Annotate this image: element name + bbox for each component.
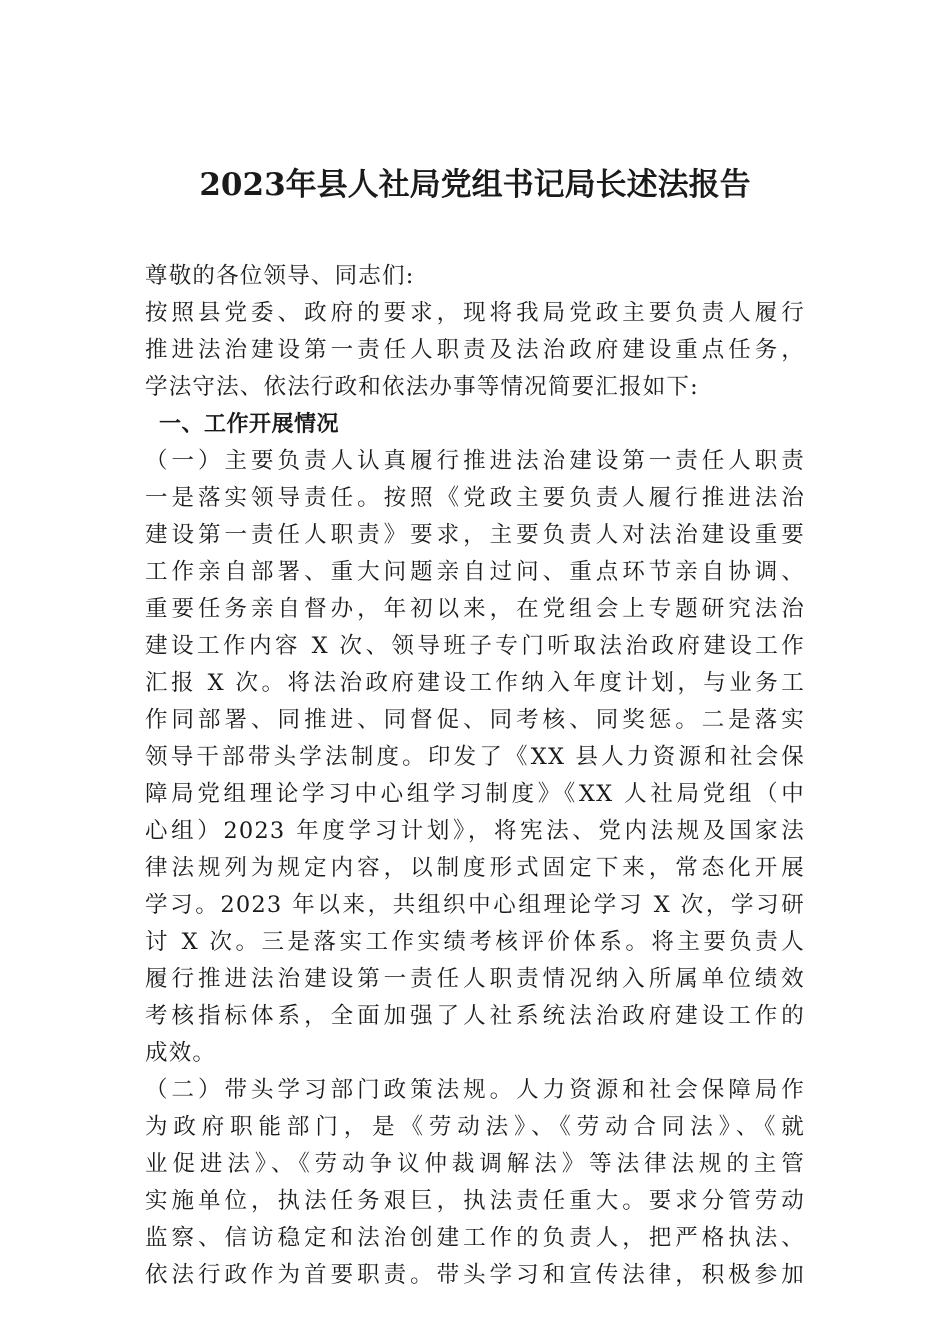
text-line: 建设第一责任人职责》要求，主要负责人对法治建设重要 xyxy=(145,522,805,548)
text-line: 依法行政作为首要职责。带头学习和宣传法律，积极参加 xyxy=(145,1262,805,1288)
text-line: 心组）2023 年度学习计划》，将宪法、党内法规及国家法 xyxy=(145,818,805,844)
text-line: 推进法治建设第一责任人职责及法治政府建设重点任务， xyxy=(145,337,805,363)
text-line: 障局党组理论学习中心组学习制度》《XX 人社局党组（中 xyxy=(145,781,805,807)
text-line: 成效。 xyxy=(145,1040,217,1066)
text-line: 讨 X 次。三是落实工作实绩考核评价体系。将主要负责人 xyxy=(145,929,805,955)
section-heading: 一、工作开展情况 xyxy=(159,412,340,437)
document-body xyxy=(145,258,805,1294)
text-line: 重要任务亲自督办，年初以来，在党组会上专题研究法治 xyxy=(145,596,805,622)
text-line: 汇报 X 次。将法治政府建设工作纳入年度计划，与业务工 xyxy=(145,670,805,696)
text-line: 作同部署、同推进、同督促、同考核、同奖惩。二是落实 xyxy=(145,707,805,733)
text-line: 实施单位，执法任务艰巨，执法责任重大。要求分管劳动 xyxy=(145,1188,805,1214)
text-line: 学习。2023 年以来，共组织中心组理论学习 X 次，学习研 xyxy=(145,892,805,918)
text-line: 尊敬的各位领导、同志们: xyxy=(145,263,415,289)
text-line: 律法规列为规定内容，以制度形式固定下来，常态化开展 xyxy=(145,855,805,881)
text-line: 监察、信访稳定和法治创建工作的负责人，把严格执法、 xyxy=(145,1225,805,1251)
text-line: 工作亲自部署、重大问题亲自过问、重点环节亲自协调、 xyxy=(145,559,805,585)
text-line: （一）主要负责人认真履行推进法治建设第一责任人职责 xyxy=(145,448,805,474)
text-line: 一是落实领导责任。按照《党政主要负责人履行推进法治 xyxy=(145,485,805,511)
text-line: 履行推进法治建设第一责任人职责情况纳入所属单位绩效 xyxy=(145,966,805,992)
document-title: 2023年县人社局党组书记局长述法报告 xyxy=(199,167,751,203)
text-line: 领导干部带头学法制度。印发了《XX 县人力资源和社会保 xyxy=(145,744,805,770)
text-line: 业促进法》、《劳动争议仲裁调解法》等法律法规的主管 xyxy=(145,1151,805,1177)
text-line: 考核指标体系，全面加强了人社系统法治政府建设工作的 xyxy=(145,1003,805,1029)
text-line: 为政府职能部门，是《劳动法》、《劳动合同法》、《就 xyxy=(145,1114,805,1140)
text-line: 建设工作内容 X 次、领导班子专门听取法治政府建设工作 xyxy=(145,633,805,659)
text-line: 学法守法、依法行政和依法办事等情况简要汇报如下: xyxy=(145,374,699,400)
text-line: （二）带头学习部门政策法规。人力资源和社会保障局作 xyxy=(145,1077,805,1103)
text-line: 按照县党委、政府的要求，现将我局党政主要负责人履行 xyxy=(145,300,805,326)
